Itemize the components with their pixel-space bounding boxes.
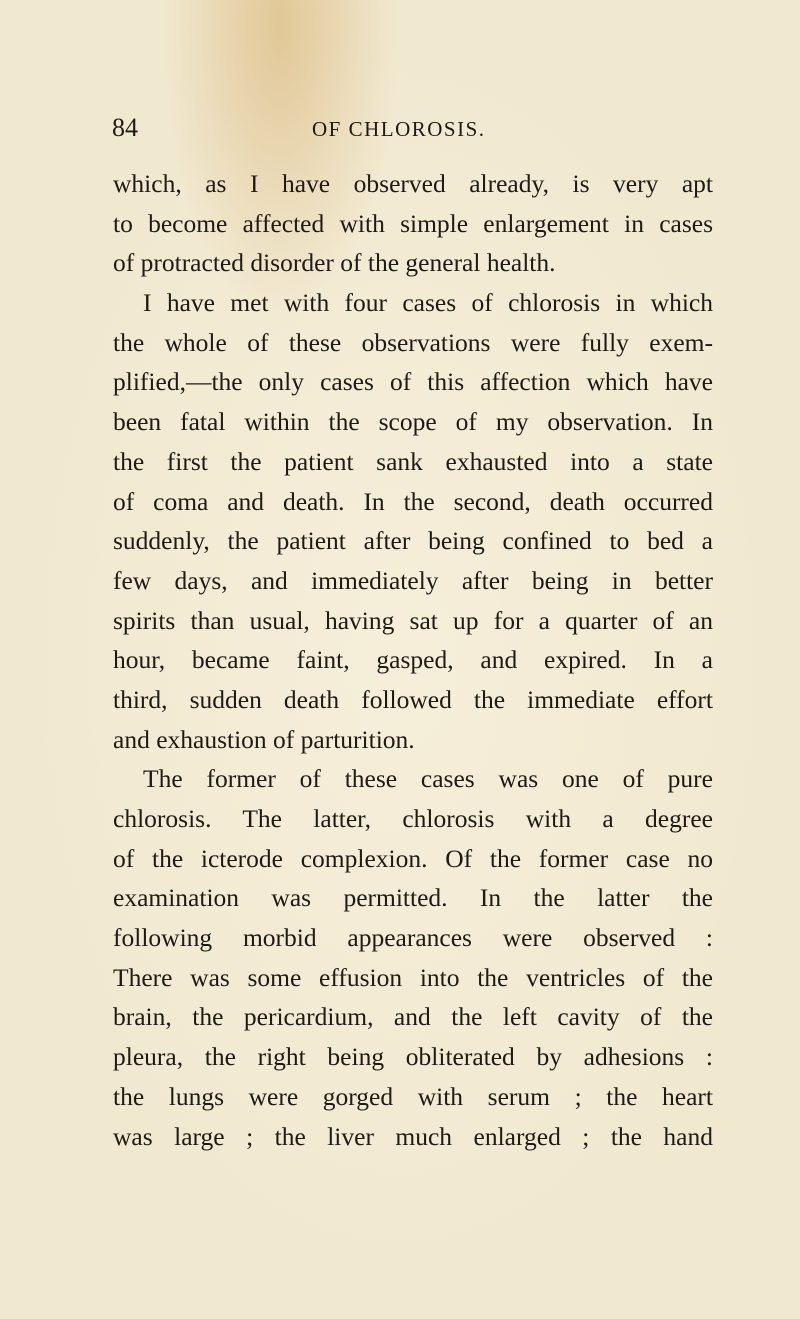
text-line: which, as I have observed already, is very apt <box>113 169 713 198</box>
text-line: brain, the pericardium, and the left cavity of the <box>113 1002 713 1032</box>
text-line: the whole of these observations were fully exem- <box>113 327 713 357</box>
text-line: to become affected with simple enlargement in cases <box>113 208 713 238</box>
text-line: and exhaustion of parturition. <box>113 724 415 754</box>
text-line: following morbid appearances were observed : <box>113 923 713 953</box>
text-line: spirits than usual, having sat up for a quarter of an <box>113 605 713 635</box>
text-line: suddenly, the patient after being confined to bed a <box>113 526 713 556</box>
text-line: The former of these cases was one of pure <box>143 764 713 794</box>
text-line: pleura, the right being obliterated by adhesions : <box>113 1042 713 1072</box>
text-line: examination was permitted. In the latter the <box>113 883 713 913</box>
text-line: I have met with four cases of chlorosis in which <box>143 288 713 318</box>
text-line: There was some effusion into the ventricles of the <box>113 962 713 992</box>
body-text <box>113 164 713 1156</box>
text-line: plified,—the only cases of this affection which have <box>113 367 713 397</box>
text-line: hour, became faint, gasped, and expired. In a <box>113 645 713 675</box>
text-line: the lungs were gorged with serum ; the heart <box>113 1081 713 1111</box>
text-line: of the icterode complexion. Of the former case no <box>113 843 713 873</box>
text-line: been fatal within the scope of my observation. In <box>113 407 713 437</box>
text-line: third, sudden death followed the immediate effort <box>113 684 713 714</box>
text-line: chlorosis. The latter, chlorosis with a degree <box>113 804 713 833</box>
text-line: the first the patient sank exhausted into a state <box>113 446 713 476</box>
text-line: was large ; the liver much enlarged ; the hand <box>113 1121 713 1151</box>
page-number: 84 <box>112 113 138 142</box>
running-head: OF CHLOROSIS. <box>312 117 486 141</box>
page-header <box>112 112 712 144</box>
text-line: of coma and death. In the second, death occurred <box>113 486 713 516</box>
text-line: of protracted disorder of the general health. <box>113 248 556 278</box>
text-line: few days, and immediately after being in better <box>113 565 713 595</box>
